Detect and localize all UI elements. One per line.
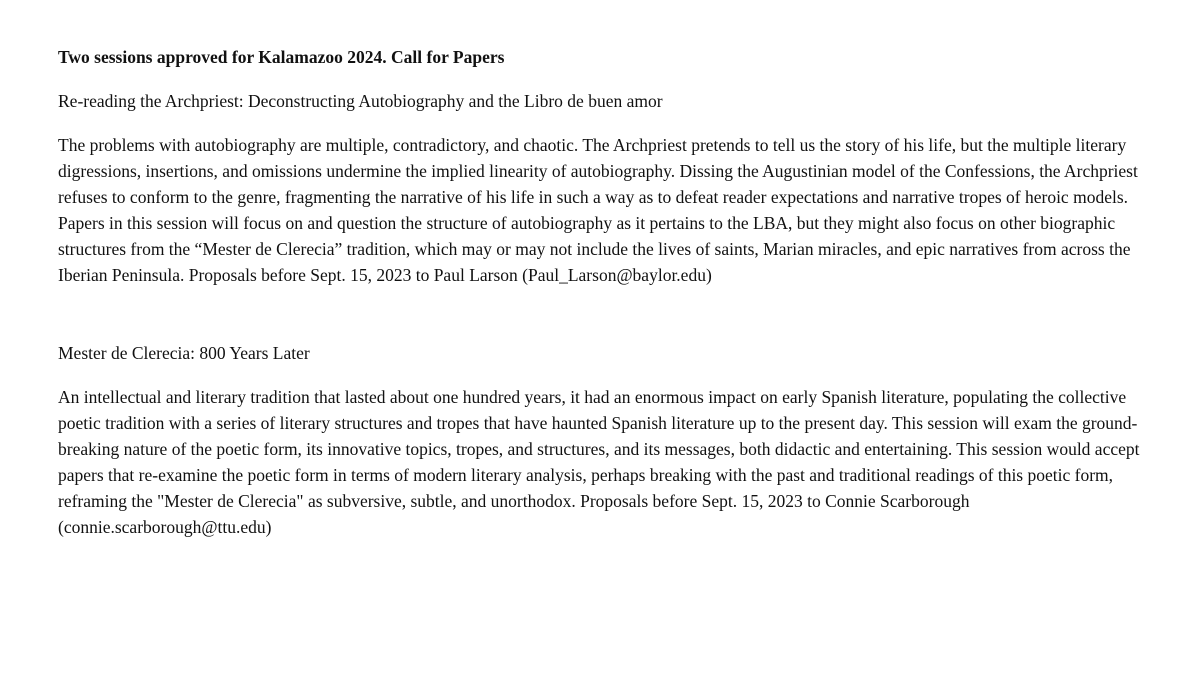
spacer — [58, 366, 1168, 384]
document-page — [58, 44, 1168, 540]
session-title-mester: Mester de Clerecia: 800 Years Later — [58, 343, 310, 363]
spacer — [58, 70, 1168, 88]
session-title-archpriest: Re-reading the Archpriest: Deconstructing Autobiography and the Libro de buen amor — [58, 91, 663, 111]
spacer — [58, 288, 1168, 340]
document-heading: Two sessions approved for Kalamazoo 2024. Call for Papers — [58, 47, 505, 67]
spacer — [58, 114, 1168, 132]
session-description-archpriest: The problems with autobiography are multiple, contradictory, and chaotic. The Archpriest pretends to tell us the story of his life, but the multiple literary digressions, insertions, and omissions undermine the implied linearity of autobiography. Dissing the Augustinian model of the Confessions, the Archpriest refuses to conform to the genre, fragmenting the narrative of his life in such a way as to defeat reader expectations and narrative tropes of heroic models. Papers in this session will focus on and question the structure of autobiography as it pertains to the LBA, but they might also focus on other biographic structures from the “Mester de Clerecia” tradition, which may or may not include the lives of saints, Marian miracles, and epic narratives from across the Iberian Peninsula. Proposals before Sept. 15, 2023 to Paul Larson (Paul_Larson@baylor.edu) — [58, 135, 1138, 285]
session-description-mester: An intellectual and literary tradition that lasted about one hundred years, it had an enormous impact on early Spanish literature, populating the collective poetic tradition with a series of literary structures and tropes that have haunted Spanish literature up to the present day. This session will exam the ground-breaking nature of the poetic form, its innovative topics, tropes, and structures, and its messages, both didactic and entertaining. This session would accept papers that re-examine the poetic form in terms of modern literary analysis, perhaps breaking with the past and traditional readings of this poetic form, reframing the "Mester de Clerecia" as subversive, subtle, and unorthodox. Proposals before Sept. 15, 2023 to Connie Scarborough (connie.scarborough@ttu.edu) — [58, 387, 1140, 537]
